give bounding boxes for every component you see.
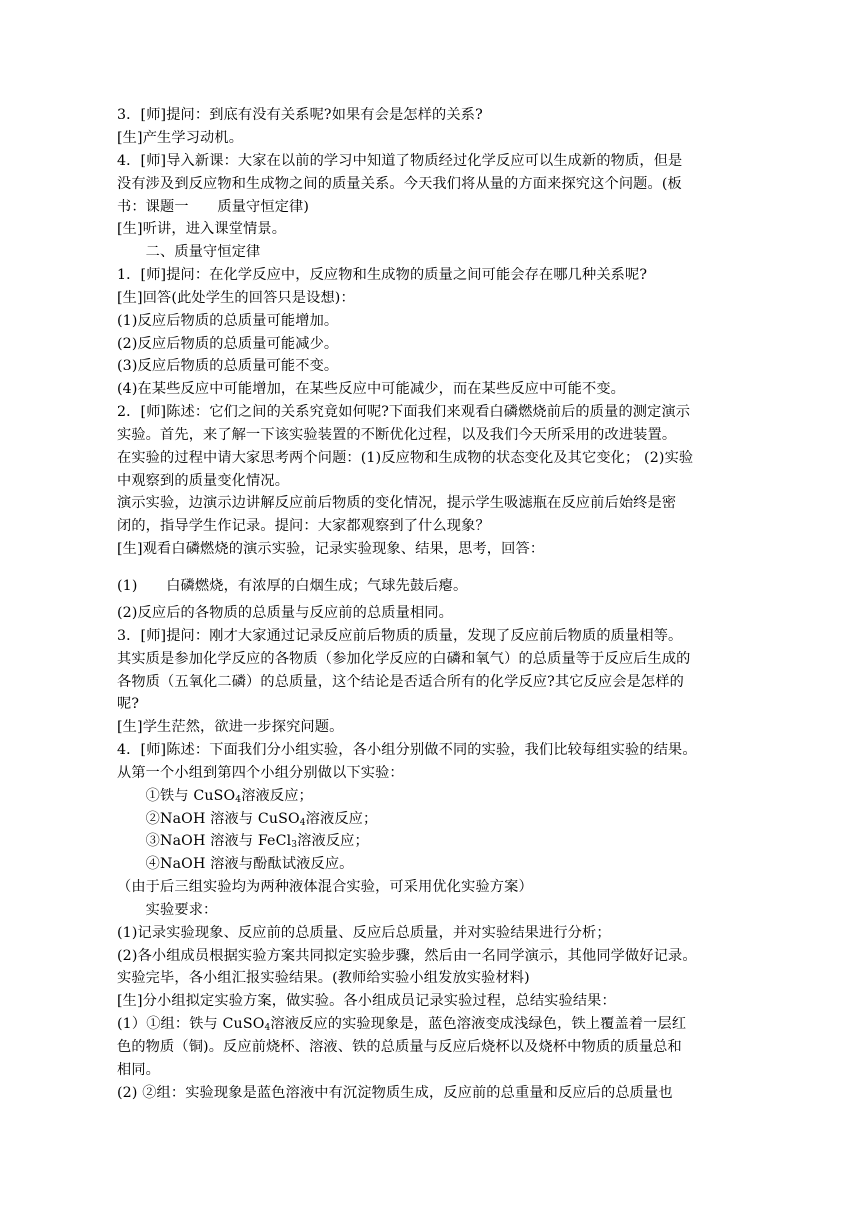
text-line: 相同。 <box>117 1062 161 1078</box>
list-item: (4)在某些反应中可能增加，在某些反应中可能减少，而在某些反应中可能不变。 <box>117 381 626 397</box>
experiment-item: ②NaOH 溶液与 CuSO$_4$溶液反应； <box>117 811 378 828</box>
text-line: [生]学生茫然，欲进一步探究问题。 <box>117 719 344 735</box>
text-line: [生]产生学习动机。 <box>117 130 244 146</box>
list-item: (2)反应后的各物质的总质量与反应前的总质量相同。 <box>117 605 453 621</box>
section-heading: 二、质量守恒定律 <box>117 244 261 260</box>
text-line: 没有涉及到反应物和生成物之间的质量关系。今天我们将从量的方面来探究这个问题。(板 <box>117 176 682 192</box>
text-line: (1）①组：铁与 CuSO$_4$溶液反应的实验现象是，蓝色溶液变成浅绿色，铁上覆盖着一层红 <box>117 1016 687 1033</box>
text-line: 中观察到的质量变化情况。 <box>117 473 290 489</box>
experiment-item: ①铁与 CuSO$_4$溶液反应； <box>117 788 313 805</box>
experiment-item: ④NaOH 溶液与酚酞试液反应。 <box>117 856 354 872</box>
list-item: (2)反应后物质的总质量可能减少。 <box>117 336 339 352</box>
text-line: [生]分小组拟定实验方案，做实验。各小组成员记录实验过程，总结实验结果： <box>117 993 616 1009</box>
text-line: (2)各小组成员根据实验方案共同拟定实验步骤，然后由一名同学演示，其他同学做好记录。 <box>117 948 697 964</box>
text-line: 2．[师]陈述：它们之间的关系究竟如何呢?下面我们来观看白磷燃烧前后的质量的测定演示 <box>117 404 691 420</box>
text-line: (1)记录实验现象、反应前的总质量、反应后总质量，并对实验结果进行分析； <box>117 925 611 941</box>
text-line: 各物质（五氧化二磷）的总质量，这个结论是否适合所有的化学反应?其它反应会是怎样的 <box>117 674 684 690</box>
text-line: 实验要求： <box>117 902 218 918</box>
text-line: [生]回答(此处学生的回答只是设想)： <box>117 290 355 306</box>
text-line: [生]听讲，进入课堂情景。 <box>117 221 287 237</box>
text-line: 实验。首先，来了解一下该实验装置的不断优化过程，以及我们今天所采用的改进装置。 <box>117 427 677 443</box>
text-line: 其实质是参加化学反应的各物质（参加化学反应的白磷和氧气）的总质量等于反应后生成的 <box>117 651 691 667</box>
text-line: 3．[师]提问：刚才大家通过记录反应前后物质的质量，发现了反应前后物质的质量相等。 <box>117 628 683 644</box>
list-item: (1)反应后物质的总质量可能增加。 <box>117 313 339 329</box>
text-line: 实验完毕，各小组汇报实验结果。(教师给实验小组发放实验材料) <box>117 970 530 986</box>
text-line: 书：课题一 质量守恒定律) <box>117 199 310 215</box>
text-line: 色的物质（铜)。反应前烧杯、溶液、铁的总质量与反应后烧杯以及烧杯中物质的质量总和 <box>117 1039 682 1055</box>
text-line: 3．[师]提问：到底有没有关系呢?如果有会是怎样的关系? <box>117 107 483 123</box>
list-item: (1) 白磷燃烧，有浓厚的白烟生成；气球先鼓后瘪。 <box>117 578 468 594</box>
text-line: 呢? <box>117 696 140 712</box>
text-line: 闭的，指导学生作记录。提问：大家都观察到了什么现象？ <box>117 518 490 534</box>
text-line: (2) ②组：实验现象是蓝色溶液中有沉淀物质生成，反应前的总重量和反应后的总质量也 <box>117 1085 673 1101</box>
text-line: （由于后三组实验均为两种液体混合实验，可采用优化实验方案） <box>117 879 533 895</box>
text-line: [生]观看白磷燃烧的演示实验，记录实验现象、结果，思考，回答： <box>117 541 545 557</box>
text-line: 1．[师]提问：在化学反应中，反应物和生成物的质量之间可能会存在哪几种关系呢? <box>117 267 648 283</box>
text-line: 4．[师]导入新课：大家在以前的学习中知道了物质经过化学反应可以生成新的物质，但是 <box>117 153 683 169</box>
text-line: 演示实验，边演示边讲解反应前后物质的变化情况，提示学生吸滤瓶在反应前后始终是密 <box>117 495 677 511</box>
text-line: 从第一个小组到第四个小组分别做以下实验： <box>117 765 404 781</box>
text-line: 4．[师]陈述：下面我们分小组实验，各小组分别做不同的实验，我们比较每组实验的结果。 <box>117 742 697 758</box>
text-line: 在实验的过程中请大家思考两个问题：(1)反应物和生成物的状态变化及其它变化； (2)实验 <box>117 450 694 466</box>
list-item: (3)反应后物质的总质量可能不变。 <box>117 358 339 374</box>
experiment-item: ③NaOH 溶液与 FeCl$_3$溶液反应； <box>117 833 369 850</box>
